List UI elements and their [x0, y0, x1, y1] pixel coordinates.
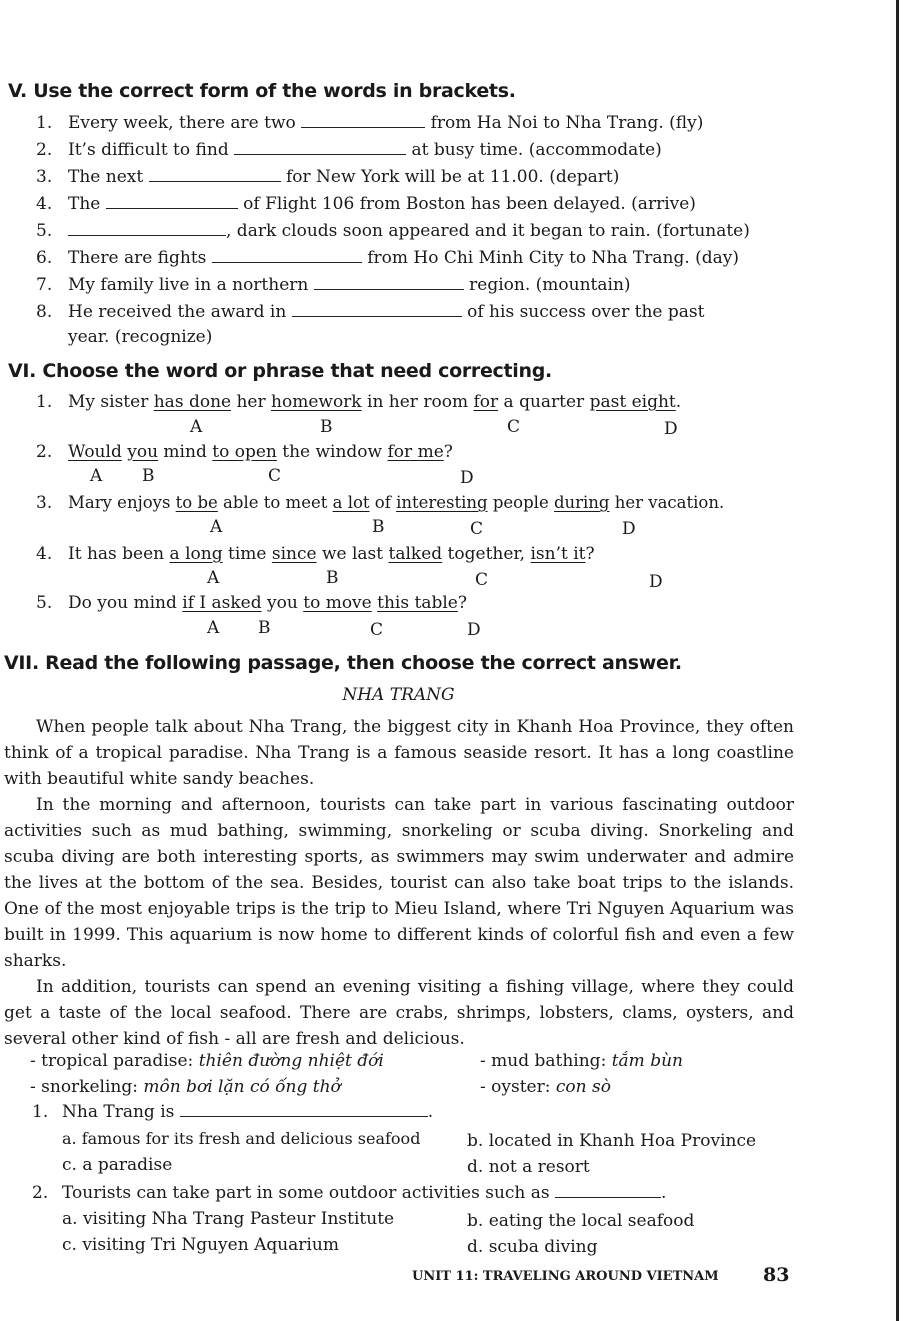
option-letter: C: [475, 570, 489, 590]
passage-paragraph: In the morning and afternoon, tourists can take part in various fascinating outdoor activities such as mud bathing, swimming, snorkeling or scuba diving. Snorkeling and scuba diving are both interesting sports, as swimmers may swim underwater and admire the lives at the bottom of the sea. Besides, tourist can also take boat trips to the islands. One of the most enjoyable trips is the trip to Mieu Island, where Tri Nguyen Aquarium was built in 1999. This aquarium is now home to different kinds of colorful fish and even a few sharks.: [4, 795, 794, 971]
question-number: 2.: [32, 1183, 49, 1203]
item-number: 3.: [36, 167, 53, 187]
sentence: Mary enjoys to be able to meet a lot of interesting people during her vacation.: [68, 493, 725, 512]
item-text: of Flight 106 from Boston has been delayed. (arrive): [243, 194, 696, 214]
underlined-option-c[interactable]: to open: [212, 442, 277, 462]
underlined-option-c[interactable]: to move: [303, 593, 372, 613]
underlined-option-d[interactable]: isn’t it: [530, 544, 586, 564]
answer-option-b[interactable]: b. eating the local seafood: [467, 1211, 695, 1231]
item-number: 7.: [36, 275, 53, 295]
item-number: 1.: [36, 392, 53, 412]
option-letter: C: [507, 417, 521, 437]
underlined-option-b[interactable]: since: [271, 544, 317, 564]
item-text: The: [68, 194, 101, 214]
underlined-option-c[interactable]: for: [473, 392, 499, 412]
item-text: for New York will be at 11.00. (depart): [286, 167, 620, 187]
option-letter: D: [460, 468, 474, 488]
answer-option-a[interactable]: a. visiting Nha Trang Pasteur Institute: [62, 1209, 395, 1229]
option-letter: B: [326, 568, 339, 588]
running-footer: UNIT 11: TRAVELING AROUND VIETNAM: [412, 1269, 719, 1284]
item-number: 2.: [36, 442, 53, 462]
underlined-option-b[interactable]: homework: [271, 392, 362, 412]
section-5-heading: V. Use the correct form of the words in brackets.: [8, 80, 516, 102]
passage-paragraph: When people talk about Nha Trang, the biggest city in Khanh Hoa Province, they often think of a tropical paradise. Nha Trang is a famous seaside resort. It has a long coastline with beautiful white sandy beaches.: [4, 717, 794, 789]
item-number: 4.: [36, 194, 53, 214]
section-6-heading: VI. Choose the word or phrase that need correcting.: [8, 360, 552, 382]
option-letter: D: [664, 419, 678, 439]
glossary-entry: - tropical paradise: thiên đường nhiệt đới: [30, 1051, 384, 1071]
question-stem: Nha Trang is: [62, 1102, 175, 1122]
page-number: 83: [763, 1264, 790, 1286]
item-text: My family live in a northern: [68, 275, 309, 295]
underlined-option-a[interactable]: a long: [169, 544, 223, 564]
item-number: 4.: [36, 544, 53, 564]
answer-blank[interactable]: [180, 1101, 428, 1117]
answer-option-c[interactable]: c. a paradise: [62, 1155, 173, 1175]
sentence: Would you mind to open the window for me?: [68, 442, 453, 462]
item-text: from Ha Noi to Nha Trang. (fly): [430, 113, 704, 133]
option-letter: A: [207, 568, 220, 588]
item-number: 6.: [36, 248, 53, 268]
sentence: It has been a long time since we last talked together, isn’t it?: [68, 544, 595, 564]
answer-blank[interactable]: [314, 274, 464, 290]
answer-blank[interactable]: [212, 247, 362, 263]
underlined-option-a[interactable]: Would: [68, 442, 122, 462]
option-letter: C: [470, 519, 484, 539]
item-text: region. (mountain): [469, 275, 631, 295]
textbook-page: V. Use the correct form of the words in brackets. 1. Every week, there are two from Ha Noi to Nha Trang. (fly) 2. It’s difficult to find at busy time. (accommodate) 3. The next for New York will be at 11.00. (depart) 4. The of Flight 106 from Boston has been delayed. (arrive) 5. , dark clouds soon appeared and it began to rain. (fortunate) 6. There are fights from Ho Chi Minh City to Nha Trang. (day) 7. My family live in a northern region. (mountain) 8. He received the award in of his success over the past year. (recognize) VI. Choose the word or phrase that need correcting. 1. My sister has done her homework in her room for a quarter past eight. A B C D 2. Would you mind to open the window for me? A B C D 3. Mary enjoys to be able to meet a lot of interesting people during her vacation. A B C D 4. It has been a long time since we last talked together, isn’t it? A B C D 5. Do you mind if I asked you to move this table? A B C D VII. Read the following passage, then choose the correct answer. NHA TRANG When people talk about Nha Trang, the biggest city in Khanh Hoa Province, they often think of a tropical paradise. Nha Trang is a famous seaside resort. It has a long coastline with beautiful white sandy beaches. In the morning and afternoon, tourists can take part in various fascinating outdoor activities such as mud bathing, swimming, snorkeling or scuba diving. Snorkeling and scuba diving are both interesting sports, as swimmers may swim underwater and admire the lives at the bottom of the sea. Besides, tourist can also take boat trips to the islands. One of the most enjoyable trips is the trip to Mieu Island, where Tri Nguyen Aquarium was built in 1999. This aquarium is now home to different kinds of colorful fish and even a few sharks. In addition, tourists can spend an evening visiting a fishing village, where they could get a taste of the local seafood. There are crabs, shrimps, lobsters, clams, oysters, and several other kind of fish - all are fresh and delicious. - tropical paradise: thiên đường nhiệt đới - mud bathing: tắm bùn - snorkeling: môn bơi lặn có ống thở - oyster: con sò 1. Nha Trang is . a. famous for its fresh and delicious seafood b. located in Khanh Hoa Province c. a paradise d. not a resort 2. Tourists can take part in some outdoor activities such as . a. visiting Nha Trang Pasteur Institute b. eating the local seafood c. visiting Tri Nguyen Aquarium d. scuba diving UNIT 11: TRAVELING AROUND VIETNAM 83: [0, 0, 907, 1321]
option-letter: D: [622, 519, 636, 539]
sentence: My sister has done her homework in her room for a quarter past eight.: [68, 392, 682, 412]
option-letter: A: [207, 618, 220, 638]
item-number: 2.: [36, 140, 53, 160]
answer-blank[interactable]: [68, 220, 226, 236]
underlined-option-c[interactable]: talked: [388, 544, 443, 564]
page-edge: [896, 0, 899, 1321]
item-text: There are fights: [68, 248, 207, 268]
option-letter: B: [142, 466, 155, 486]
item-number: 3.: [36, 493, 53, 513]
item-number: 1.: [36, 113, 53, 133]
question-number: 1.: [32, 1102, 49, 1122]
answer-blank[interactable]: [301, 112, 425, 128]
answer-option-d[interactable]: d. not a resort: [467, 1157, 590, 1177]
answer-blank[interactable]: [555, 1182, 661, 1198]
item-text: year. (recognize): [68, 327, 213, 347]
answer-blank[interactable]: [234, 139, 406, 155]
answer-option-b[interactable]: b. located in Khanh Hoa Province: [467, 1131, 757, 1151]
underlined-option-c[interactable]: interesting: [396, 493, 488, 512]
section-7-heading: VII. Read the following passage, then choose the correct answer.: [4, 652, 682, 674]
option-letter: B: [320, 417, 333, 437]
underlined-option-a[interactable]: has done: [153, 392, 232, 412]
glossary-entry: - snorkeling: môn bơi lặn có ống thở: [30, 1077, 341, 1097]
sentence: Do you mind if I asked you to move this table?: [68, 593, 467, 613]
glossary-entry: - oyster: con sò: [480, 1077, 611, 1097]
answer-option-a[interactable]: a. famous for its fresh and delicious seafood: [62, 1129, 421, 1148]
item-text: of his success over the past: [467, 302, 705, 322]
underlined-option-d[interactable]: this table: [377, 593, 458, 613]
answer-option-c[interactable]: c. visiting Tri Nguyen Aquarium: [62, 1235, 339, 1255]
option-letter: C: [370, 620, 384, 640]
item-text: at busy time. (accommodate): [411, 140, 662, 160]
underlined-option-a[interactable]: if I asked: [182, 593, 262, 613]
item-text: He received the award in: [68, 302, 287, 322]
underlined-option-b[interactable]: a lot: [332, 493, 370, 512]
question-stem: Tourists can take part in some outdoor activities such as: [62, 1183, 550, 1203]
item-text: Every week, there are two: [68, 113, 296, 133]
underlined-option-d[interactable]: for me: [387, 442, 444, 462]
option-letter: B: [372, 517, 385, 537]
item-text: from Ho Chi Minh City to Nha Trang. (day): [367, 248, 740, 268]
item-text: The next: [68, 167, 144, 187]
option-letter: D: [649, 572, 663, 592]
underlined-option-b[interactable]: you: [127, 442, 159, 462]
passage-paragraph: In addition, tourists can spend an evening visiting a fishing village, where they could get a taste of the local seafood. There are crabs, shrimps, lobsters, clams, oysters, and several other kind of fish - all are fresh and delicious.: [4, 977, 794, 1049]
option-letter: A: [90, 466, 103, 486]
item-number: 8.: [36, 302, 53, 322]
item-number: 5.: [36, 593, 53, 613]
answer-blank[interactable]: [149, 166, 281, 182]
answer-option-d[interactable]: d. scuba diving: [467, 1237, 598, 1257]
option-letter: C: [268, 466, 282, 486]
item-text: , dark clouds soon appeared and it began to rain. (fortunate): [226, 221, 750, 241]
item-number: 5.: [36, 221, 53, 241]
option-letter: A: [190, 417, 203, 437]
item-text: It’s difficult to find: [68, 140, 229, 160]
option-letter: A: [210, 517, 223, 537]
underlined-option-d[interactable]: past eight: [589, 392, 676, 412]
option-letter: B: [258, 618, 271, 638]
underlined-option-d[interactable]: during: [553, 493, 610, 512]
option-letter: D: [467, 620, 481, 640]
answer-blank[interactable]: [292, 301, 462, 317]
underlined-option-a[interactable]: to be: [175, 493, 218, 512]
glossary-entry: - mud bathing: tắm bùn: [480, 1051, 683, 1071]
passage-title: NHA TRANG: [342, 685, 455, 705]
answer-blank[interactable]: [106, 193, 238, 209]
